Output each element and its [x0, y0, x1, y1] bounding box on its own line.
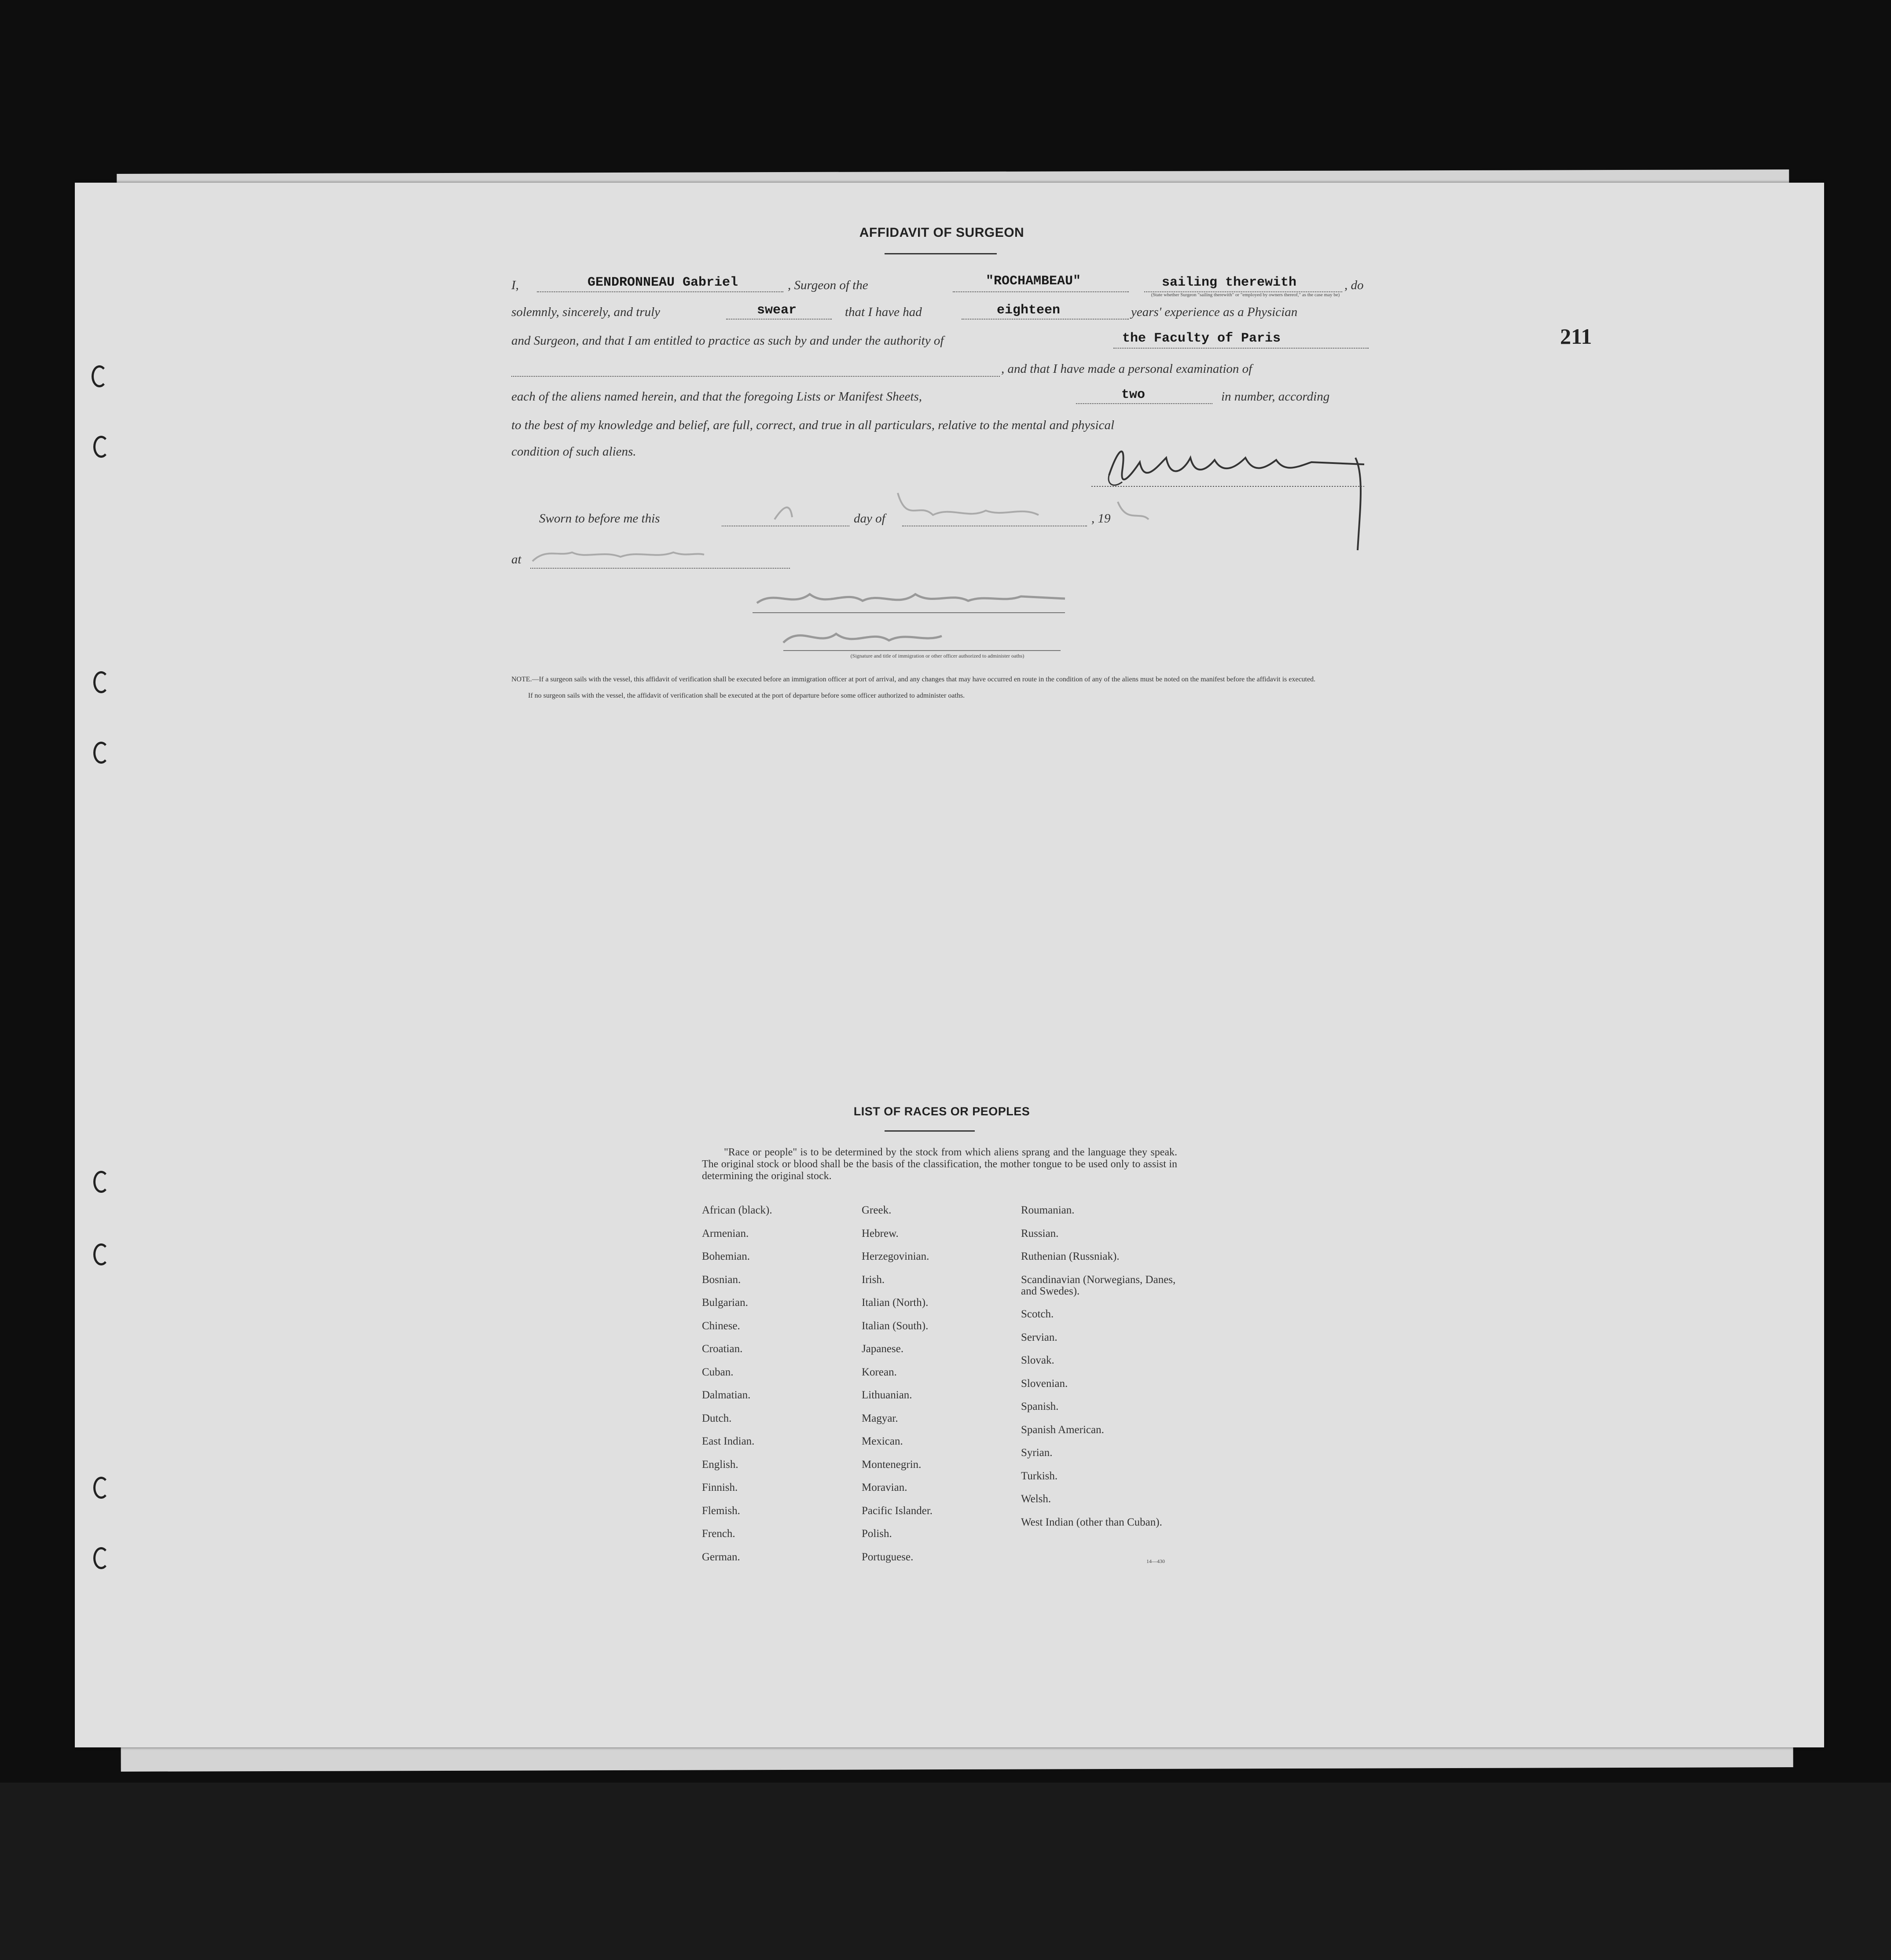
race-item: Hebrew.	[862, 1227, 899, 1239]
races-heading: LIST OF RACES OR PEOPLES	[853, 1105, 1030, 1118]
form-code: 14—430	[1146, 1558, 1165, 1564]
faint-date-handwriting	[766, 475, 1162, 528]
line2-mid: that I have had	[845, 305, 922, 319]
punch-hole	[93, 1477, 109, 1499]
surgeon-name: GENDRONNEAU Gabriel	[587, 275, 738, 290]
oath-field-line	[726, 318, 832, 320]
race-item: Croatian.	[702, 1343, 743, 1355]
name-field-line	[537, 291, 783, 292]
line1-prefix: I,	[511, 278, 519, 292]
oath-word: swear	[757, 303, 797, 318]
years-field-line	[962, 318, 1129, 320]
race-item: French.	[702, 1528, 735, 1540]
race-item: Magyar.	[862, 1412, 898, 1424]
race-item: Herzegovinian.	[862, 1250, 929, 1262]
race-item: Welsh.	[1021, 1493, 1051, 1505]
sailing-status: sailing therewith	[1162, 275, 1297, 290]
officer-signature	[748, 577, 1100, 660]
race-item: Servian.	[1021, 1331, 1057, 1343]
races-column-1	[702, 1205, 852, 1574]
race-item: African (black).	[702, 1204, 772, 1216]
race-item: Irish.	[862, 1273, 885, 1286]
note-paragraph-2: If no surgeon sails with the vessel, the affidavit of verification shall be executed at the port of departure before some officer authorized to administer oaths.	[528, 692, 965, 699]
punch-hole	[93, 436, 109, 458]
sworn-prefix: Sworn to before me this	[539, 511, 660, 526]
surgeon-of-label: , Surgeon of the	[788, 278, 868, 292]
sheet-count: two	[1121, 387, 1146, 402]
page-number: 211	[1560, 324, 1592, 349]
race-item: Lithuanian.	[862, 1389, 912, 1401]
race-item: Turkish.	[1021, 1470, 1058, 1482]
line2-suffix: years' experience as a Physician	[1131, 305, 1298, 319]
line3-prefix: and Surgeon, and that I am entitled to practice as such by and under the authority of	[511, 334, 944, 348]
authority: the Faculty of Paris	[1122, 331, 1281, 346]
race-item: Pacific Islander.	[862, 1504, 933, 1517]
line7: condition of such aliens.	[511, 445, 636, 459]
scanner-background	[0, 1783, 1891, 1960]
line4-suffix: , and that I have made a personal examination of	[1001, 362, 1252, 376]
line2-prefix: solemnly, sincerely, and truly	[511, 305, 661, 319]
race-item: Portuguese.	[862, 1551, 914, 1563]
race-item: Ruthenian (Russniak).	[1021, 1250, 1120, 1262]
punch-hole	[93, 1243, 109, 1265]
race-item: West Indian (other than Cuban).	[1021, 1516, 1162, 1528]
faint-place-handwriting	[528, 539, 792, 570]
race-item: Finnish.	[702, 1482, 738, 1493]
note-paragraph-1: NOTE.—If a surgeon sails with the vessel, this affidavit of verification shall be executed before an immigration officer at port of arrival, and any changes that may have occurred en route in the condition of any of the aliens must be noted on the manifest before the affidavit is executed.	[511, 676, 1316, 683]
punch-hole	[93, 1547, 109, 1569]
race-item: Italian (North).	[862, 1297, 929, 1309]
line5-suffix: in number, according	[1221, 390, 1330, 404]
officer-caption: (Signature and title of immigration or other officer authorized to administer oaths)	[850, 653, 1024, 659]
race-item: Mexican.	[862, 1435, 903, 1447]
sailing-instruction: (State whether Surgeon "sailing therewith" or "employed by owners thereof," as the case may be)	[1151, 292, 1340, 298]
at-label: at	[511, 552, 521, 566]
punch-hole	[92, 365, 107, 387]
race-item: Bulgarian.	[702, 1297, 748, 1309]
race-item: Russian.	[1021, 1227, 1059, 1239]
race-item: Bohemian.	[702, 1250, 750, 1262]
race-item: Flemish.	[702, 1504, 740, 1517]
race-item: Slovenian.	[1021, 1377, 1068, 1390]
race-item: East Indian.	[702, 1435, 755, 1447]
race-item: Spanish American.	[1021, 1423, 1104, 1436]
race-item: Cuban.	[702, 1366, 734, 1378]
race-item: Montenegrin.	[862, 1458, 922, 1471]
race-item: Spanish.	[1021, 1401, 1059, 1412]
race-item: Polish.	[862, 1528, 892, 1540]
line5-prefix: each of the aliens named herein, and that the foregoing Lists or Manifest Sheets,	[511, 390, 922, 404]
race-item: Slovak.	[1021, 1354, 1054, 1366]
race-item: Syrian.	[1021, 1447, 1053, 1459]
race-item: Korean.	[862, 1366, 897, 1378]
races-heading-rule	[885, 1130, 975, 1132]
race-item: Roumanian.	[1021, 1204, 1075, 1216]
race-item: Dalmatian.	[702, 1389, 751, 1401]
race-item: Scotch.	[1021, 1308, 1054, 1320]
race-item: Bosnian.	[702, 1273, 741, 1286]
punch-hole	[93, 671, 109, 693]
authority-field-line	[1113, 347, 1369, 349]
affidavit-heading: AFFIDAVIT OF SURGEON	[859, 225, 1024, 240]
sworn-year: , 19	[1091, 511, 1111, 526]
line1-suffix: , do	[1344, 278, 1364, 292]
race-item: Chinese.	[702, 1320, 740, 1332]
vessel-field-line	[953, 291, 1129, 292]
punch-hole	[93, 742, 109, 764]
races-intro: "Race or people" is to be determined by the stock from which aliens sprang and the language they speak. The original stock or blood shall be the basis of the classification, the mother tongue to be used only to assist in determining the original stock.	[702, 1147, 1177, 1182]
heading-rule	[885, 253, 997, 254]
race-item: Greek.	[862, 1204, 892, 1216]
vessel-name: "ROCHAMBEAU"	[986, 274, 1081, 289]
years-experience: eighteen	[997, 303, 1061, 318]
race-item: Japanese.	[862, 1343, 904, 1355]
race-item: Italian (South).	[862, 1320, 929, 1332]
sheets-field-line	[1076, 402, 1212, 404]
race-item: German.	[702, 1551, 740, 1563]
punch-hole	[93, 1171, 109, 1193]
race-item: Armenian.	[702, 1227, 749, 1239]
sworn-day-label: day of	[854, 511, 885, 526]
races-column-2	[862, 1205, 1011, 1574]
race-item: Scandinavian (Norwegians, Danes, and Swedes).	[1021, 1273, 1176, 1297]
races-column-3	[1021, 1205, 1184, 1540]
race-item: Moravian.	[862, 1482, 907, 1493]
line6: to the best of my knowledge and belief, are full, correct, and true in all particulars, relative to the mental and physical	[511, 418, 1115, 432]
authority-cont-line	[511, 375, 1000, 377]
race-item: English.	[702, 1458, 738, 1471]
race-item: Dutch.	[702, 1412, 732, 1424]
